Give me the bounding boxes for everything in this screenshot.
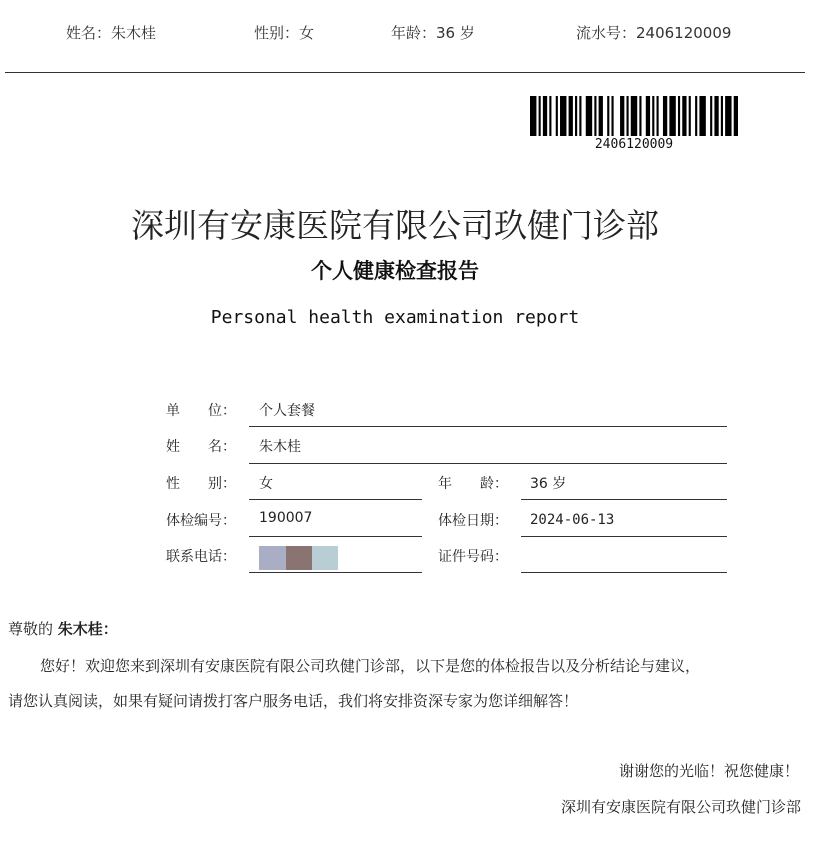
unit-value: 个人套餐 [259, 403, 315, 419]
exam-number-underline [249, 536, 422, 537]
signature: 深圳有安康医院有限公司玖健门诊部 [560, 798, 801, 816]
phone-redacted-block-3 [312, 546, 338, 570]
barcode [530, 96, 738, 136]
salutation-name: 朱木桂： [57, 620, 118, 638]
exam-number-label: 体检编号： [166, 513, 236, 529]
report-title-en: Personal health examination report [210, 307, 580, 328]
name-value: 朱木桂 [259, 439, 301, 455]
organization-title: 深圳有安康医院有限公司玖健门诊部 [131, 206, 659, 245]
age-label: 年 龄： [438, 476, 508, 492]
header-name: 姓名：朱木桂 [66, 24, 157, 42]
unit-label: 单 位： [166, 403, 236, 419]
header-age: 年龄：36 岁 [391, 24, 475, 42]
name-underline [249, 463, 727, 464]
exam-number-value: 190007 [259, 510, 313, 526]
header-serial: 流水号：2406120009 [576, 24, 732, 42]
phone-underline [249, 572, 422, 573]
gender-underline [249, 499, 422, 500]
age-underline [521, 499, 727, 500]
id-number-label: 证件号码： [438, 549, 508, 565]
id-number-underline [521, 572, 727, 573]
letter-line-2: 请您认真阅读，如果有疑问请拨打客户服务电话，我们将安排资深专家为您详细解答！ [8, 692, 579, 710]
phone-redacted-block-2 [286, 546, 312, 570]
salutation [8, 618, 118, 639]
report-title-cn: 个人健康检查报告 [311, 259, 479, 283]
salutation-text: 尊敬的 [8, 620, 54, 638]
barcode-number: 2406120009 [594, 137, 674, 152]
letter-line-1: 您好！欢迎您来到深圳有安康医院有限公司玖健门诊部，以下是您的体检报告以及分析结论与建议， [40, 657, 701, 675]
gender-value: 女 [259, 476, 273, 492]
unit-underline [249, 426, 727, 427]
exam-date-underline [521, 536, 727, 537]
exam-date-label: 体检日期： [438, 513, 508, 529]
thanks-text: 谢谢您的光临！祝您健康！ [618, 762, 799, 780]
header-gender: 性别：女 [254, 24, 315, 42]
header-divider [5, 72, 805, 73]
phone-redacted-block-1 [259, 546, 286, 570]
gender-label: 性 别： [166, 476, 236, 492]
phone-label: 联系电话： [166, 549, 236, 565]
name-label: 姓 名： [166, 439, 236, 455]
exam-date-value: 2024-06-13 [530, 512, 615, 528]
age-value: 36 岁 [530, 476, 567, 492]
